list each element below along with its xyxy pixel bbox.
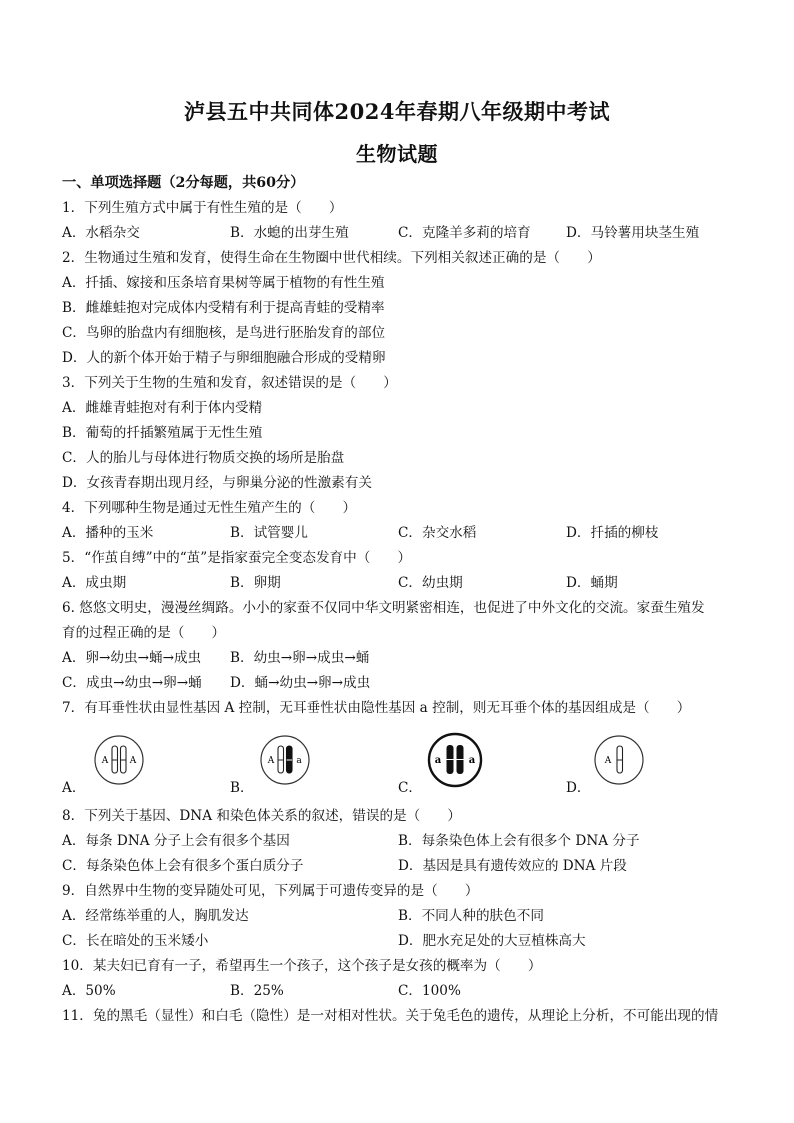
q4-option-b: B．试管婴儿 [230, 525, 308, 541]
allele-label: A [604, 756, 612, 766]
q5-option-d: D．蛹期 [566, 575, 618, 591]
q6-option-d: D．蛹→幼虫→卵→成虫 [230, 675, 371, 691]
cell-diagram-a [93, 734, 145, 786]
q9-option-c: C．长在暗处的玉米矮小 [62, 933, 209, 949]
q1-option-c: C．克隆羊多莉的培育 [398, 225, 531, 241]
question-2-stem: 2．生物通过生殖和发育，使得生命在生物圈中世代相续。下列相关叙述正确的是（ ） [62, 250, 601, 266]
q7-label-b: B． [230, 780, 254, 796]
allele-label: A [101, 756, 109, 766]
question-8-stem: 8．下列关于基因、DNA 和染色体关系的叙述，错误的是（ ） [62, 808, 462, 824]
q5-option-c: C．幼虫期 [398, 575, 463, 591]
q5-option-b: B．卵期 [230, 575, 281, 591]
cell-diagram-b [259, 734, 311, 786]
q6-option-b: B．幼虫→卵→成虫→蛹 [230, 650, 370, 666]
q10-option-a: A．50% [62, 983, 116, 999]
question-7-stem: 7．有耳垂性状由显性基因 A 控制，无耳垂性状由隐性基因 a 控制，则无耳垂个体的基因组成是（ ） [62, 700, 691, 716]
q10-option-c: C．100% [398, 983, 461, 999]
q8-option-a: A．每条 DNA 分子上会有很多个基因 [62, 833, 290, 849]
q7-label-c: C． [398, 780, 422, 796]
q6-option-c: C．成虫→幼虫→卵→蛹 [62, 675, 202, 691]
q3-option-d: D．女孩青春期出现月经，与卵巢分泌的性激素有关 [62, 475, 372, 491]
q3-option-b: B．葡萄的扦插繁殖属于无性生殖 [62, 425, 263, 441]
section-heading: 一、单项选择题（2分每题，共60分） [62, 175, 305, 191]
question-6-stem-line1: 6. 悠悠文明史，漫漫丝绸路。小小的家蚕不仅同中华文明紧密相连，也促进了中外文化的交流。家蚕生殖发 [62, 600, 705, 616]
question-9-stem: 9．自然界中生物的变异随处可见，下列属于可遗传变异的是（ ） [62, 883, 479, 899]
question-5-stem: 5．“作茧自缚”中的“茧”是指家蚕完全变态发育中（ ） [62, 550, 412, 566]
question-4-stem: 4．下列哪种生物是通过无性生殖产生的（ ） [62, 500, 357, 516]
question-11-stem: 11．兔的黑毛（显性）和白毛（隐性）是一对相对性状。关于兔毛色的遗传，从理论上分析，不可能出现的情 [62, 1008, 719, 1024]
exam-subtitle: 生物试题 [356, 142, 438, 166]
q1-option-b: B．水螅的出芽生殖 [230, 225, 349, 241]
q9-option-d: D．肥水充足处的大豆植株高大 [398, 933, 586, 949]
q8-option-c: C．每条染色体上会有很多个蛋白质分子 [62, 858, 304, 874]
q3-option-a: A．雌雄青蛙抱对有利于体内受精 [62, 400, 263, 416]
q8-option-d: D．基因是具有遗传效应的 DNA 片段 [398, 858, 627, 874]
q6-option-a: A．卵→幼虫→蛹→成虫 [62, 650, 202, 666]
q4-option-d: D．扦插的柳枝 [566, 525, 659, 541]
q2-option-c: C．鸟卵的胎盘内有细胞核，是鸟进行胚胎发育的部位 [62, 325, 386, 341]
cell-diagram-d [593, 734, 645, 786]
q2-option-d: D．人的新个体开始于精子与卵细胞融合形成的受精卵 [62, 350, 386, 366]
question-10-stem: 10．某夫妇已育有一子，希望再生一个孩子，这个孩子是女孩的概率为（ ） [62, 958, 542, 974]
q5-option-a: A．成虫期 [62, 575, 127, 591]
q10-option-b: B．25% [230, 983, 284, 999]
exam-title: 泸县五中共同体2024年春期八年级期中考试 [184, 99, 610, 124]
q4-option-c: C．杂交水稻 [398, 525, 477, 541]
allele-label: a [296, 756, 302, 766]
question-1-stem: 1．下列生殖方式中属于有性生殖的是（ ） [62, 200, 343, 216]
q1-option-d: D．马铃薯用块茎生殖 [566, 225, 700, 241]
q7-label-a: A． [62, 780, 86, 796]
q2-option-a: A．扦插、嫁接和压条培育果树等属于植物的有性生殖 [62, 275, 385, 291]
allele-label: A [129, 756, 137, 766]
allele-label: a [468, 755, 476, 766]
q2-option-b: B．雌雄蛙抱对完成体内受精有利于提高青蛙的受精率 [62, 300, 385, 316]
allele-label: A [267, 756, 275, 766]
question-6-stem-line2: 育的过程正确的是（ ） [62, 625, 226, 641]
cell-diagram-c [426, 732, 484, 788]
q4-option-a: A．播种的玉米 [62, 525, 154, 541]
question-3-stem: 3．下列关于生物的生殖和发育，叙述错误的是（ ） [62, 375, 397, 391]
q3-option-c: C．人的胎儿与母体进行物质交换的场所是胎盘 [62, 450, 345, 466]
q8-option-b: B．每条染色体上会有很多个 DNA 分子 [398, 833, 640, 849]
q1-option-a: A．水稻杂交 [62, 225, 140, 241]
allele-label: a [434, 755, 442, 766]
q7-label-d: D． [566, 780, 591, 796]
q9-option-b: B．不同人种的肤色不同 [398, 908, 544, 924]
q9-option-a: A．经常练举重的人，胸肌发达 [62, 908, 249, 924]
